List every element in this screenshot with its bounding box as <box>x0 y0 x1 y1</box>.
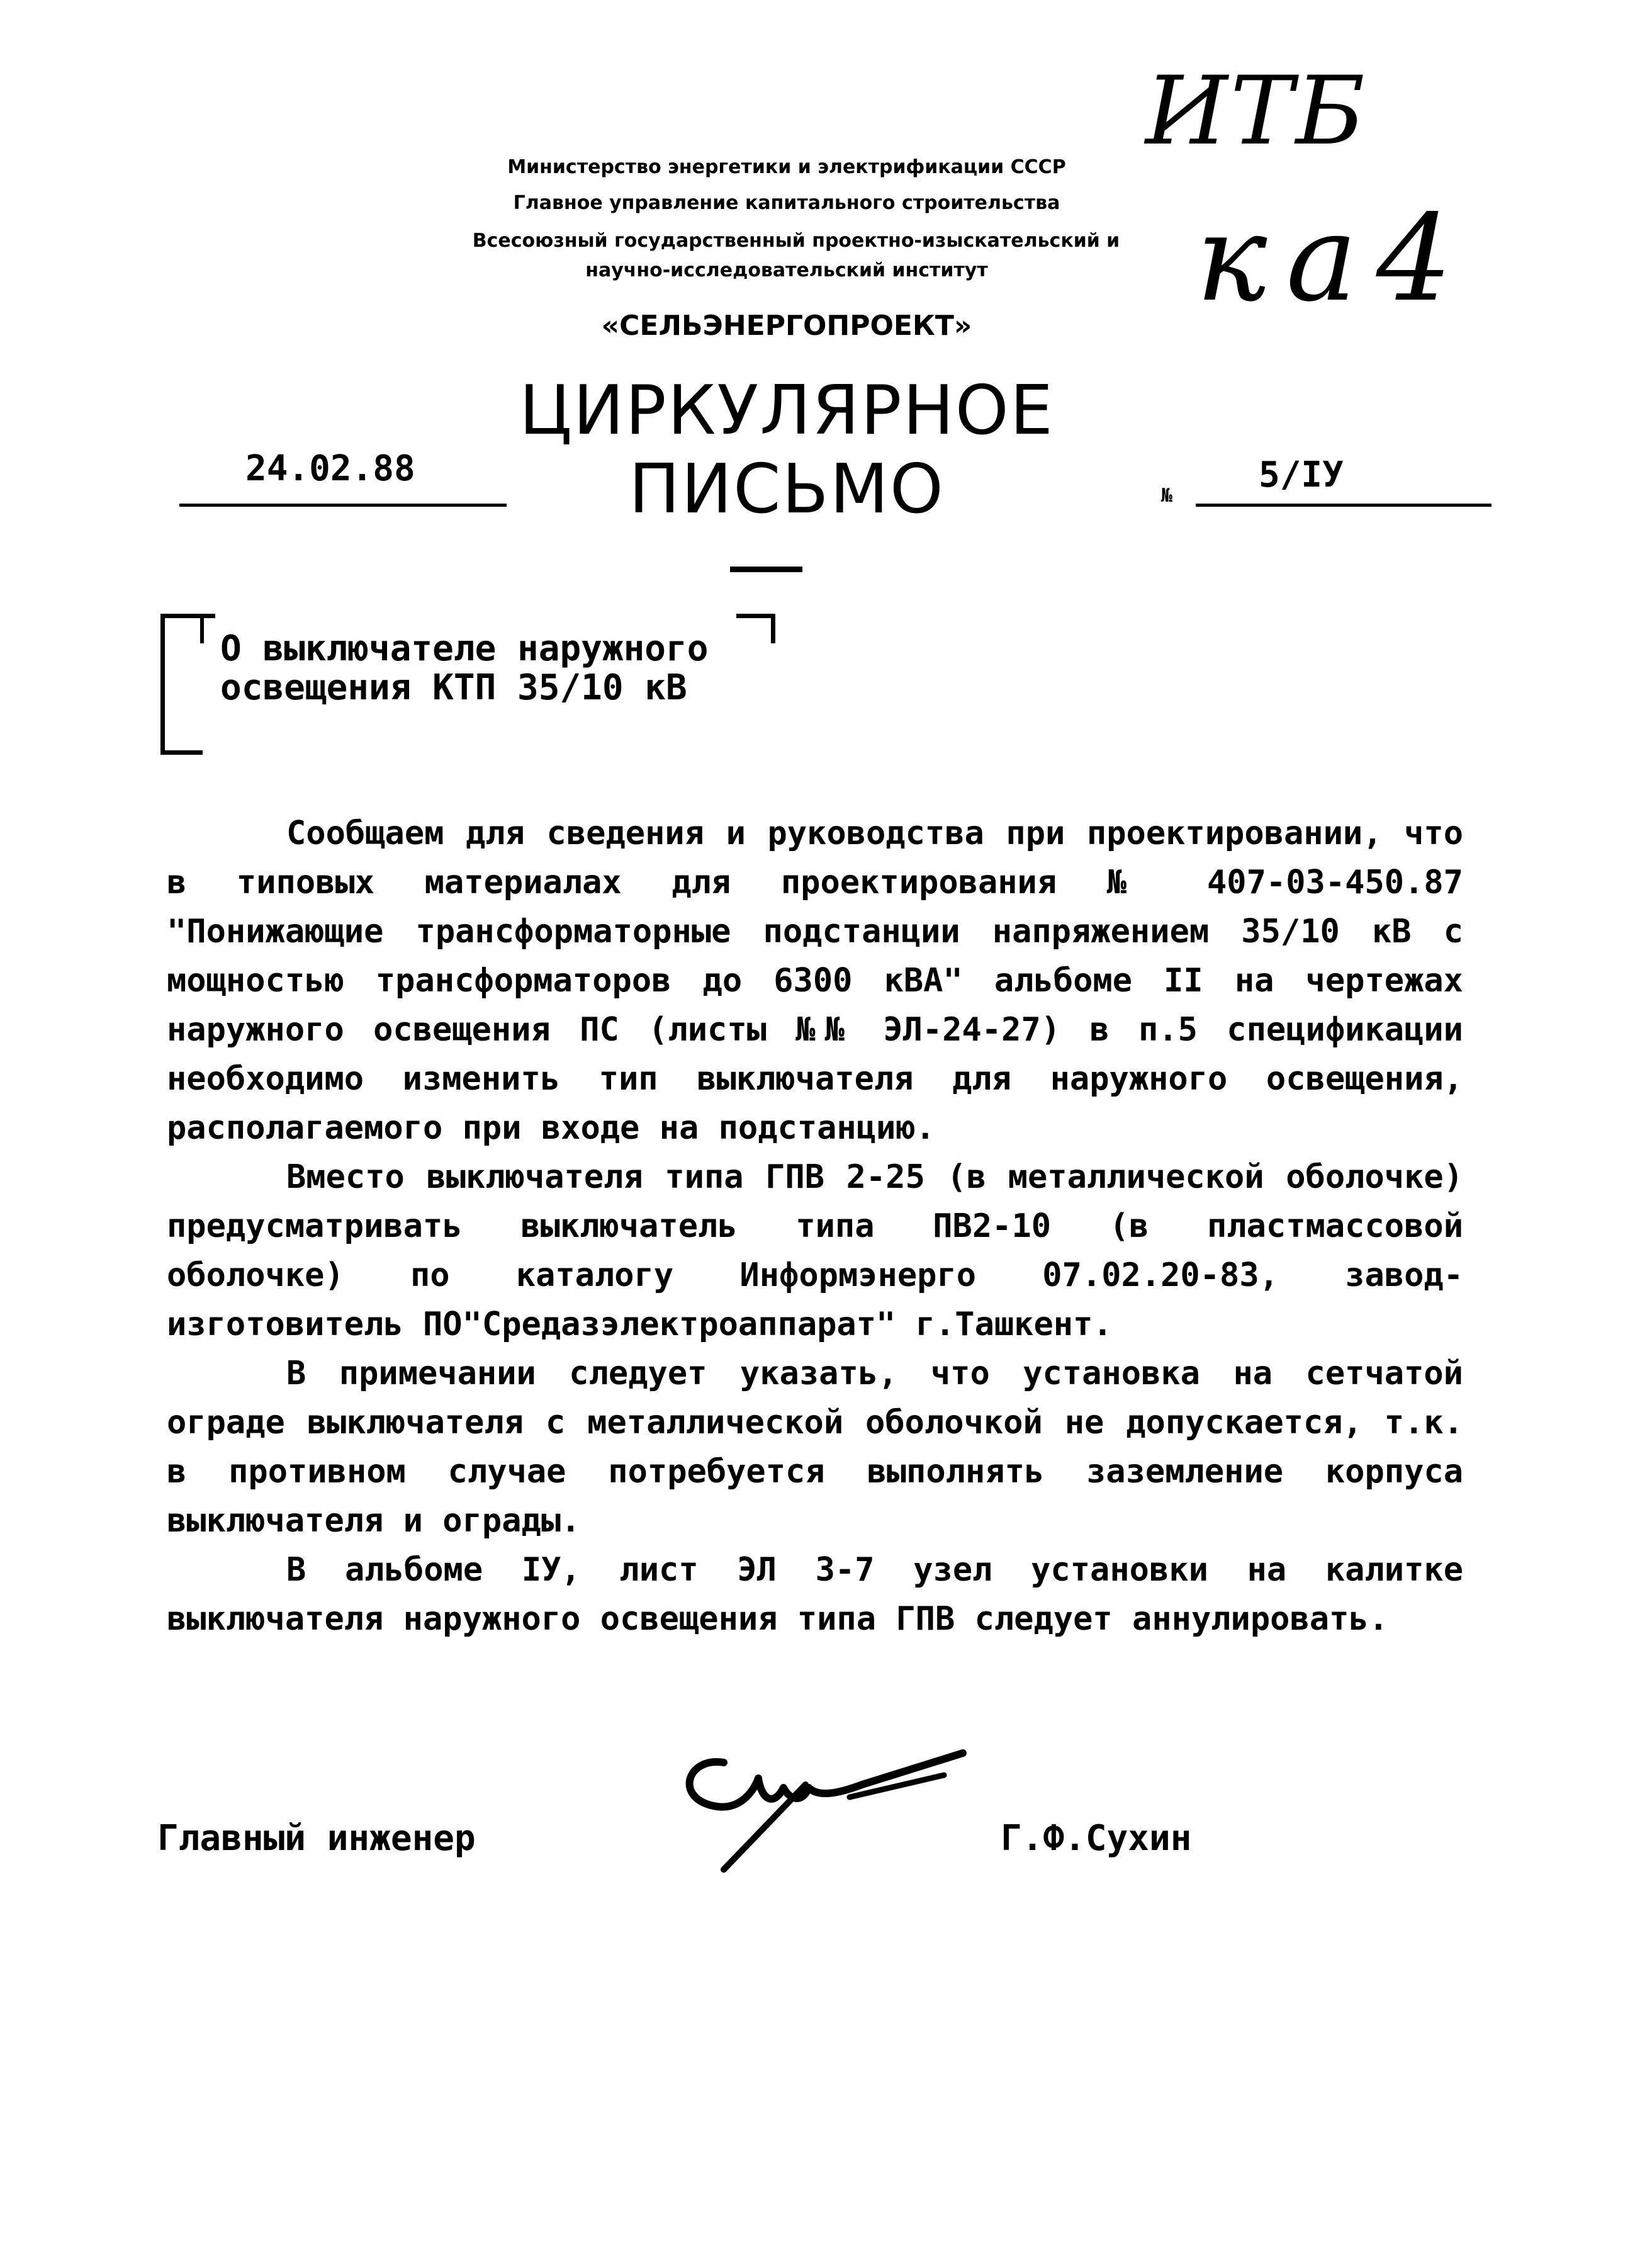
letterhead-ministry: Министерство энергетики и электрификации СССР <box>507 156 1066 178</box>
body-paragraph-4: В альбоме IУ, лист ЭЛ 3-7 узел установки на калитке выключателя наружного освещения типа ГПВ следует аннулировать. <box>167 1551 1463 1638</box>
handwritten-signature <box>648 1718 975 1882</box>
date-underline <box>179 504 507 507</box>
letterhead-institute-line1: Всесоюзный государственный проектно-изыскательский и <box>472 230 1120 252</box>
handwritten-mark-top: ИТБ <box>1145 57 1368 166</box>
document-title: ЦИРКУЛЯРНОЕ ПИСЬМО <box>519 371 1055 529</box>
handwritten-mark-code: ка4 <box>1196 189 1471 328</box>
subject-block <box>220 629 708 708</box>
separator-dash <box>730 567 802 572</box>
letterhead-organization: «СЕЛЬЭНЕРГОПРОЕКТ» <box>601 310 972 342</box>
document-number: 5/IУ <box>1259 454 1344 495</box>
number-underline <box>1196 504 1492 507</box>
letterhead-department: Главное управление капитального строительства <box>513 192 1060 214</box>
body-paragraph-2: Вместо выключателя типа ГПВ 2-25 (в металлической оболочке) предусматривать выключатель типа ПВ2-10 (в пластмассовой оболочке) по каталогу Информэнерго 07.02.20-83, завод-изготовитель ПО"Средазэлектроаппарат" г.Ташкент. <box>167 1158 1463 1343</box>
letterhead-institute-line2: научно-исследовательский институт <box>585 259 988 281</box>
subject-line-1: О выключателе наружного <box>220 628 709 669</box>
body-paragraph-1: Сообщаем для сведения и руководства при проектировании, что в типовых материалах для проектирования № 407-03-450.87 "Понижающие трансформаторные подстанции напряжением 35/10 кВ с мощностью трансформаторов до 6300 кВА" альбоме II на чертежах наружного освещения ПС (листы №№ ЭЛ-24-27) в п.5 спецификации необходимо изменить тип выключателя для наружного освещения, располагаемого при входе на подстанцию. <box>167 815 1463 1147</box>
subject-bracket-inner <box>200 614 215 643</box>
subject-bracket-left <box>160 614 203 755</box>
signer-position: Главный инженер <box>157 1818 476 1859</box>
signer-name: Г.Ф.Сухин <box>1001 1818 1192 1859</box>
number-label: № <box>1161 485 1173 507</box>
body-paragraph-3: В примечании следует указать, что установка на сетчатой ограде выключателя с металлической оболочкой не допускается, т.к. в противном случае потребуется выполнять заземление корпуса выключателя и ограды. <box>167 1355 1463 1540</box>
document-date: 24.02.88 <box>245 448 415 489</box>
subject-bracket-right <box>736 614 775 643</box>
subject-line-2: освещения КТП 35/10 кВ <box>220 667 687 708</box>
letter-body <box>167 809 1463 1644</box>
